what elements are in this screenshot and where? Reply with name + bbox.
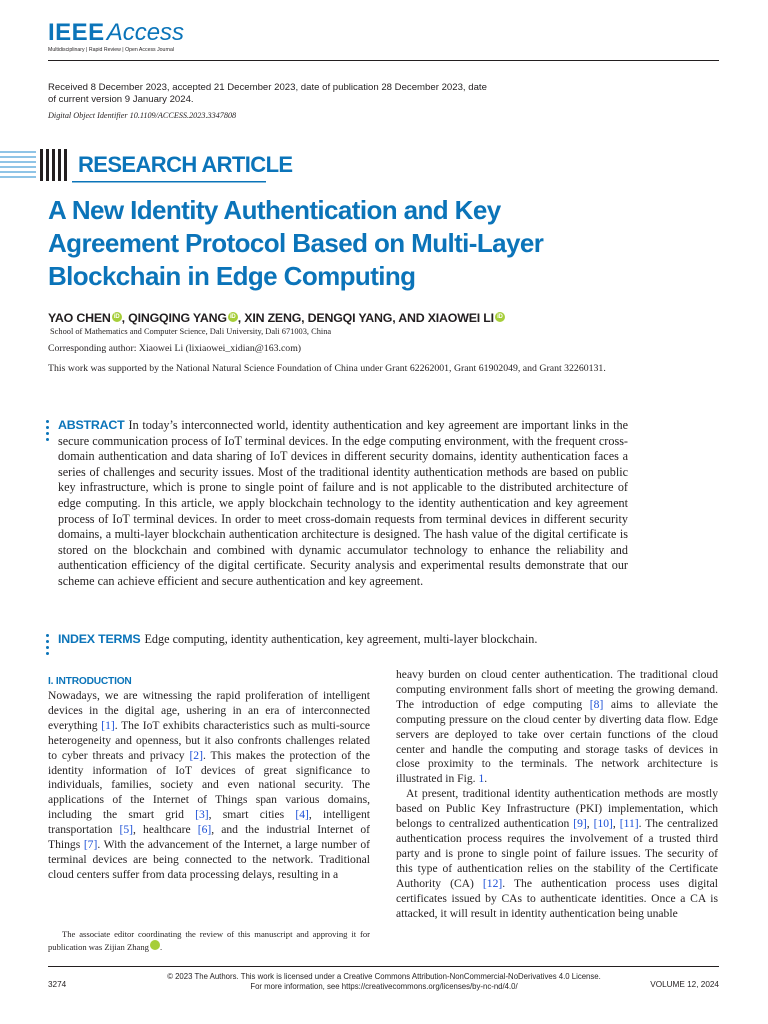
body-text: , intelligent transportation xyxy=(48,808,370,837)
citation-link[interactable]: [3] xyxy=(195,808,209,822)
abstract-label: ABSTRACT xyxy=(58,418,125,432)
body-text: . xyxy=(484,772,488,786)
funding-statement: This work was supported by the National Natural Science Foundation of China under Grant 62262001, Grant 61902049, and Grant 32260131. xyxy=(48,363,606,374)
volume-label: VOLUME 12, 2024 xyxy=(650,980,719,989)
page-number: 3274 xyxy=(48,980,67,989)
license-line-1: © 2023 The Authors. This work is licensed under a Creative Commons Attribution-NonCommercial-NoDerivatives 4.0 License. xyxy=(167,972,601,981)
logo-tagline: Multidisciplinary | Rapid Review | Open Access Journal xyxy=(48,47,175,53)
header-divider xyxy=(48,60,719,61)
left-column xyxy=(48,675,370,883)
ieee-access-logo xyxy=(48,20,184,60)
body-text: , and the industrial Internet of Things xyxy=(48,823,370,852)
citation-link[interactable]: [6] xyxy=(197,823,212,837)
body-text: . The centralized authentication process requires the involvement of a trusted third party and is prone to single point of failure issues. The security of this type of authentication relies on the stability of the Certificate Authority (CA) xyxy=(396,817,719,890)
index-terms-text: Edge computing, identity authentication, key agreement, multi-layer blockchain. xyxy=(144,632,538,646)
index-terms-label: INDEX TERMS xyxy=(58,632,141,646)
article-type-banner xyxy=(0,147,293,183)
logo-access-text: Access xyxy=(106,19,185,46)
orcid-icon[interactable]: iD xyxy=(495,312,505,322)
footnote-text: The associate editor coordinating the review of this manuscript and approving it for publication was Zijian Zhang xyxy=(48,929,370,953)
citation-link[interactable]: [9] xyxy=(573,817,587,831)
abstract-dots-icon xyxy=(46,420,50,444)
license-line-2[interactable]: For more information, see https://creativecommons.org/licenses/by-nc-nd/4.0/ xyxy=(250,982,518,991)
citation-link[interactable]: [8] xyxy=(589,697,604,711)
body-text: . This makes the protection of the identity information of IoT devices of great significance to individuals, families, society and even national security. The applications of the Internet of Things span various domains, including the smart grid xyxy=(48,748,370,822)
editor-footnote: The associate editor coordinating the review of this manuscript and approving it for publication was Zijian Zhang iD. xyxy=(48,929,370,953)
body-text: aims to alleviate the computing pressure on the cloud center by diverting data flow. Edge servers are deployed to take over certain functions of the cloud center and handle the computing and storage tasks of devices in close proximity to the terminals. The network architecture is illustrated in Fig. xyxy=(396,697,719,786)
affiliation: School of Mathematics and Computer Science, Dali University, Dali 671003, China xyxy=(50,327,332,336)
citation-link[interactable]: [7] xyxy=(83,838,98,852)
body-text: . The IoT exhibits characteristics such as multi-source heterogeneity and openness, but it also confronts challenges related to cyber threats and privacy xyxy=(48,718,370,762)
body-text: , smart cities xyxy=(208,808,296,822)
abstract-block xyxy=(58,418,628,590)
body-text: . The authentication process uses digital certificates issued by CAs to authenticate identities. Once a CA is attacked, it will result in identity authentication being unable xyxy=(396,876,718,920)
citation-link[interactable]: [10] xyxy=(593,817,613,831)
body-text: At present, traditional identity authentication methods are mostly based on Public Key Infrastructure (PKI) implementation, which belongs to centralized authentication xyxy=(396,787,718,831)
abstract-text: In today’s interconnected world, identity authentication and key agreement are important links in the secure communication process of IoT terminal devices. In the edge computing environment, with the frequent cross-domain authentication and data sharing of IoT devices in different security domains, identity authentication faces a series of challenges and security issues. Most of the traditional identity authentication methods are based on public key infrastructure, which is prone to single point of failure and is not applicable to the distributed architecture of edge computing. In this article, we apply blockchain technology to the identity authentication and key agreement process of IoT terminal devices. In order to meet cross-domain requests from terminal devices in different security domains, a multi-layer blockchain authentication architecture is designed. The hash value of the digital certificate is stored on the blockchain and combined with dynamic accumulator technology to enhance the reliability and authentication efficiency of the digital certificate. Security analysis and experimental results demonstrate that our scheme can achieve efficient and secure authentication and key agreement. xyxy=(58,418,628,588)
intro-paragraph-1 xyxy=(48,689,370,883)
orcid-icon[interactable]: iD xyxy=(150,940,160,950)
logo-ieee-text: IEEE xyxy=(48,19,105,46)
citation-link[interactable]: [4] xyxy=(295,808,309,822)
author-name: , XIN ZENG, DENGQI YANG, AND XIAOWEI LI xyxy=(237,311,494,325)
body-text: , xyxy=(586,817,594,831)
citation-link[interactable]: [12] xyxy=(482,876,503,890)
author-name: YAO CHEN xyxy=(48,311,111,325)
footer-divider xyxy=(48,966,719,967)
orcid-icon[interactable]: iD xyxy=(228,312,238,322)
author-name: , QINGQING YANG xyxy=(121,311,227,325)
citation-link[interactable]: [1] xyxy=(101,718,115,732)
intro-paragraph-2 xyxy=(396,787,718,921)
orcid-icon[interactable]: iD xyxy=(112,312,122,322)
body-text: heavy burden on cloud center authentication. The traditional cloud computing environment falls short of meeting the growing demand. The introduction of edge computing xyxy=(396,668,718,711)
index-terms-dots-icon xyxy=(46,634,50,658)
publication-history: Received 8 December 2023, accepted 21 December 2023, date of publication 28 December 2023, date of current version 9 January 2024. xyxy=(48,82,487,105)
author-list xyxy=(48,311,548,326)
section-heading-introduction: I. INTRODUCTION xyxy=(48,676,132,687)
figure-link[interactable]: 1 xyxy=(478,772,485,786)
license-notice xyxy=(150,972,618,992)
body-text: , xyxy=(612,817,620,831)
right-column xyxy=(396,668,718,921)
citation-link[interactable]: [5] xyxy=(119,823,134,837)
body-text: . With the advancement of the Internet, a large number of terminal devices are being connected to the network. Traditional cloud centers suffer from data processing delays, resulting in a xyxy=(48,838,370,881)
citation-link[interactable]: [11] xyxy=(619,817,639,831)
article-title: A New Identity Authentication and Key Agreement Protocol Based on Multi-Layer Blockchain in Edge Computing xyxy=(48,195,544,291)
article-type-label: RESEARCH ARTICLE xyxy=(78,152,293,177)
corresponding-author: Corresponding author: Xiaowei Li (lixiaowei_xidian@163.com) xyxy=(48,343,302,354)
body-text: Nowadays, we are witnessing the rapid proliferation of intelligent devices in the digital age, ushering in an era of interconnected everything xyxy=(48,689,370,732)
index-terms-block xyxy=(58,632,628,648)
doi-line: Digital Object Identifier 10.1109/ACCESS.2023.3347808 xyxy=(48,111,237,120)
intro-paragraph-1-continued xyxy=(396,668,718,787)
body-text: , healthcare xyxy=(133,823,198,837)
citation-link[interactable]: [2] xyxy=(189,748,203,762)
